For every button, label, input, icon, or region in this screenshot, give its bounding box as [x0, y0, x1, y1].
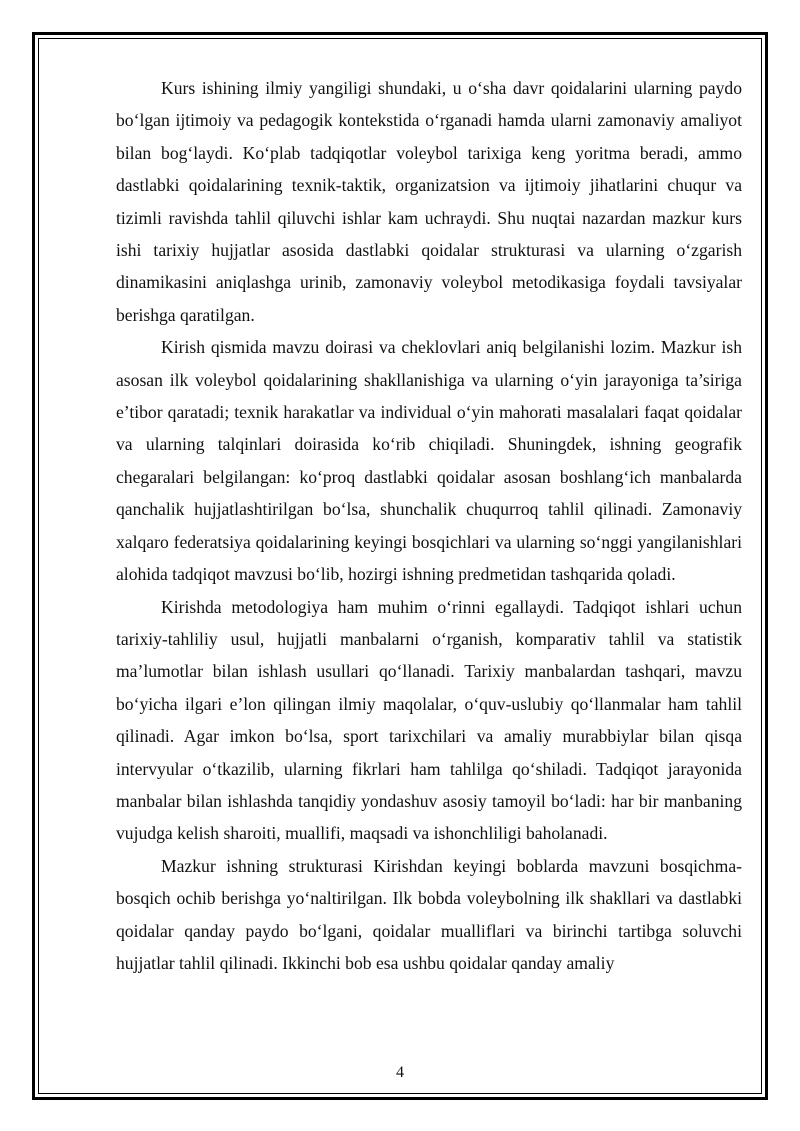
paragraph-scope: Kirish qismida mavzu doirasi va cheklovlari aniq belgilanishi lozim. Mazkur ish asosan ilk voleybol qoidalarining shakllanishiga va ularning o‘yin jarayoniga ta’siriga e’tibor qaratadi; texnik harakatlar va individual o‘yin mahorati masalalari faqat qoidalar va ularning talqinlari doirasida ko‘rib chiqiladi. Shuningdek, ishning geografik chegaralari belgilangan: ko‘proq dastlabki qoidalar asosan boshlang‘ich manbalarda qanchalik hujjatlashtirilgan bo‘lsa, shunchalik chuqurroq tahlil qilinadi. Zamonaviy xalqaro federatsiya qoidalarining keyingi bosqichlari va ularning so‘nggi yangilanishlari alohida tadqiqot mavzusi bo‘lib, hozirgi ishning predmetidan tashqarida qoladi. — [116, 337, 742, 585]
paragraph-methodology: Kirishda metodologiya ham muhim o‘rinni egallaydi. Tadqiqot ishlari uchun tarixiy-tahliliy usul, hujjatli manbalarni o‘rganish, komparativ tahlil va statistik ma’lumotlar bilan ishlash usullari qo‘llanadi. Tarixiy manbalardan tashqari, mavzu bo‘yicha ilgari e’lon qilingan ilmiy maqolalar, o‘quv-uslubiy qo‘llanmalar ham tahlil qilinadi. Agar imkon bo‘lsa, sport tarixchilari va amaliy murabbiylar bilan qisqa intervyular o‘tkazilib, ularning fikrlari ham tahlilga qo‘shiladi. Tadqiqot jarayonida manbalar bilan ishlashda tanqidiy yondashuv asosiy tamoyil bo‘ladi: har bir manbaning vujudga kelish sharoiti, muallifi, maqsadi va ishonchliligi baholanadi. — [116, 596, 742, 844]
page-number: 4 — [396, 1064, 404, 1081]
document-body — [116, 72, 742, 979]
paragraph-novelty: Kurs ishining ilmiy yangiligi shundaki, u o‘sha davr qoidalarini ularning paydo bo‘lgan ijtimoiy va pedagogik kontekstida o‘rganadi hamda ularni zamonaviy amaliyot bilan bog‘laydi. Ko‘plab tadqiqotlar voleybol tarixiga keng yoritma beradi, ammo dastlabki qoidalarining texnik-taktik, organizatsion va ijtimoiy jihatlarini chuqur va tizimli ravishda tahlil qiluvchi ishlar kam uchraydi. Shu nuqtai nazardan mazkur kurs ishi tarixiy hujjatlar asosida dastlabki qoidalar strukturasi va ularning o‘zgarish dinamikasini aniqlashga urinib, zamonaviy voleybol metodikasiga foydali tavsiyalar berishga qaratilgan. — [116, 78, 742, 325]
paragraph-structure: Mazkur ishning strukturasi Kirishdan keyingi boblarda mavzuni bosqichma-bosqich ochib berishga yo‘naltirilgan. Ilk bobda voleybolning ilk shakllari va dastlabki qoidalar qanday paydo bo‘lgani, qoidalar mualliflari va birinchi tartibga soluvchi hujjatlar tahlil qilinadi. Ikkinchi bob esa ushbu qoidalar qanday amaliy — [116, 855, 742, 973]
